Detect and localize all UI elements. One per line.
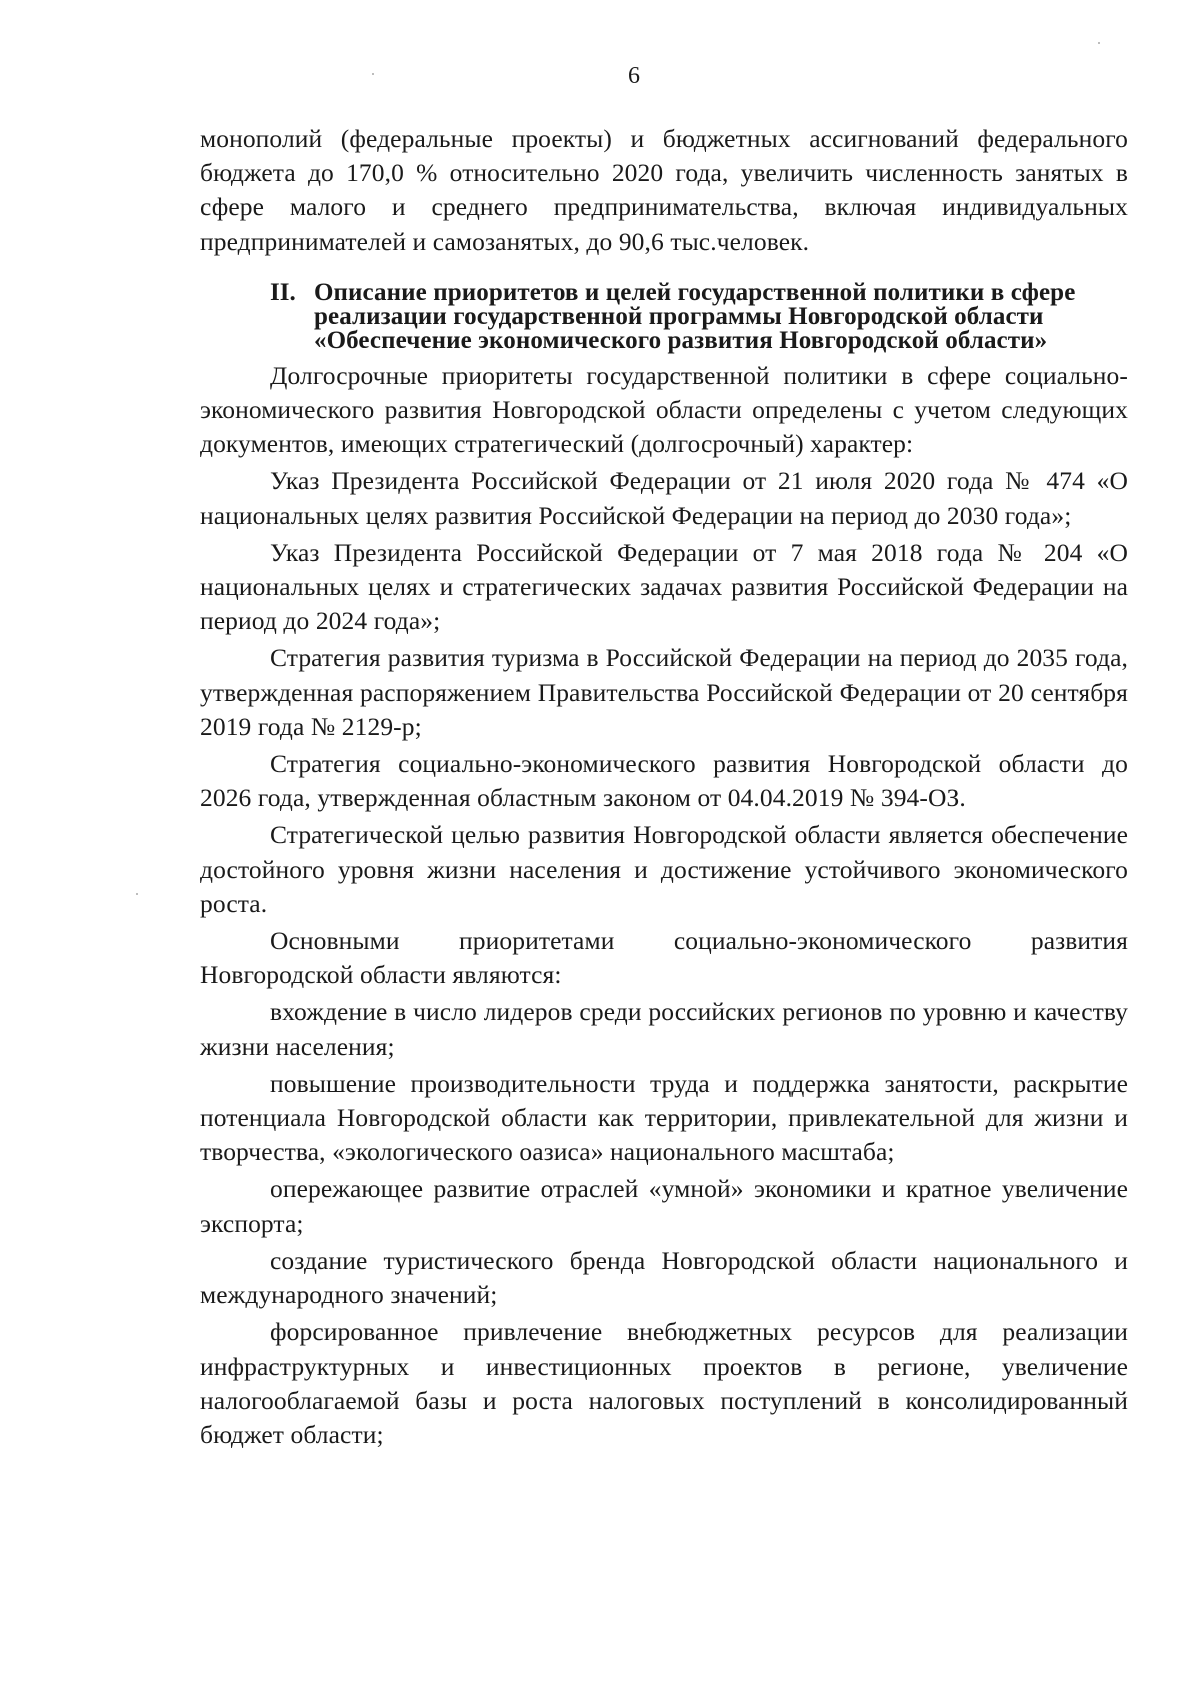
paragraph: повышение производительности труда и поддержка занятости, раскрытие потенциала Новгородской области как территории, привлекательной для жизни и творчества, «экологического оазиса» национального масштаба; [200, 1068, 1128, 1167]
paragraph: Основными приоритетами социально-экономического развития Новгородской области являются: [200, 926, 1128, 990]
paragraph: опережающее развитие отраслей «умной» экономики и кратное увеличение экспорта; [200, 1174, 1128, 1238]
paragraph: создание туристического бренда Новгородской области национального и международного значений; [200, 1245, 1128, 1310]
paragraph: Стратегической целью развития Новгородской области является обеспечение достойного уровня жизни населения и достижение устойчивого экономического роста. [200, 820, 1128, 918]
section-heading-line: Описание приоритетов и целей государственной политики в сфере [314, 278, 1076, 306]
paragraph: вхождение в число лидеров среди российских регионов по уровню и качеству жизни населения; [200, 997, 1128, 1061]
page-number: 6 [628, 63, 640, 89]
scan-speck [136, 893, 138, 895]
paragraph: форсированное привлечение внебюджетных ресурсов для реализации инфраструктурных и инвестиционных проектов в регионе, увеличение налогооблагаемой базы и роста налоговых поступлений в консолидированный бюджет области; [200, 1317, 1128, 1449]
section-heading-line: «Обеспечение экономического развития Новгородской области» [314, 326, 1048, 354]
paragraph: Указ Президента Российской Федерации от 21 июля 2020 года № 474 «О национальных целях развития Российской Федерации на период до 2030 года»; [200, 466, 1128, 530]
paragraph: Указ Президента Российской Федерации от 7 мая 2018 года № 204 «О национальных целях и стратегических задачах развития Российской Федерации на период до 2024 года»; [200, 537, 1128, 636]
paragraph-continuation: монополий (федеральные проекты) и бюджетных ассигнований федерального бюджета до 170,0 % относительно 2020 года, увеличить численность занятых в сфере малого и среднего предпринимательства, включая индивидуальных предпринимателей и самозанятых, до 90,6 тыс.человек. [200, 124, 1128, 256]
document-body [200, 122, 1128, 1452]
section-number: II. [270, 278, 296, 306]
section-heading-line: реализации государственной программы Новгородской области [314, 302, 1044, 330]
paragraph: Стратегия социально-экономического развития Новгородской области до 2026 года, утвержденная областным законом от 04.04.2019 № 394-ОЗ. [200, 749, 1128, 813]
paragraph: Долгосрочные приоритеты государственной политики в сфере социально-экономического развития Новгородской области определены с учетом следующих документов, имеющих стратегический (долгосрочный) характер: [200, 360, 1128, 459]
paragraph: Стратегия развития туризма в Российской Федерации на период до 2035 года, утвержденная распоряжением Правительства Российской Федерации от 20 сентября 2019 года № 2129-р; [200, 643, 1128, 741]
scan-speck [1098, 42, 1100, 44]
section-heading [200, 278, 1128, 354]
